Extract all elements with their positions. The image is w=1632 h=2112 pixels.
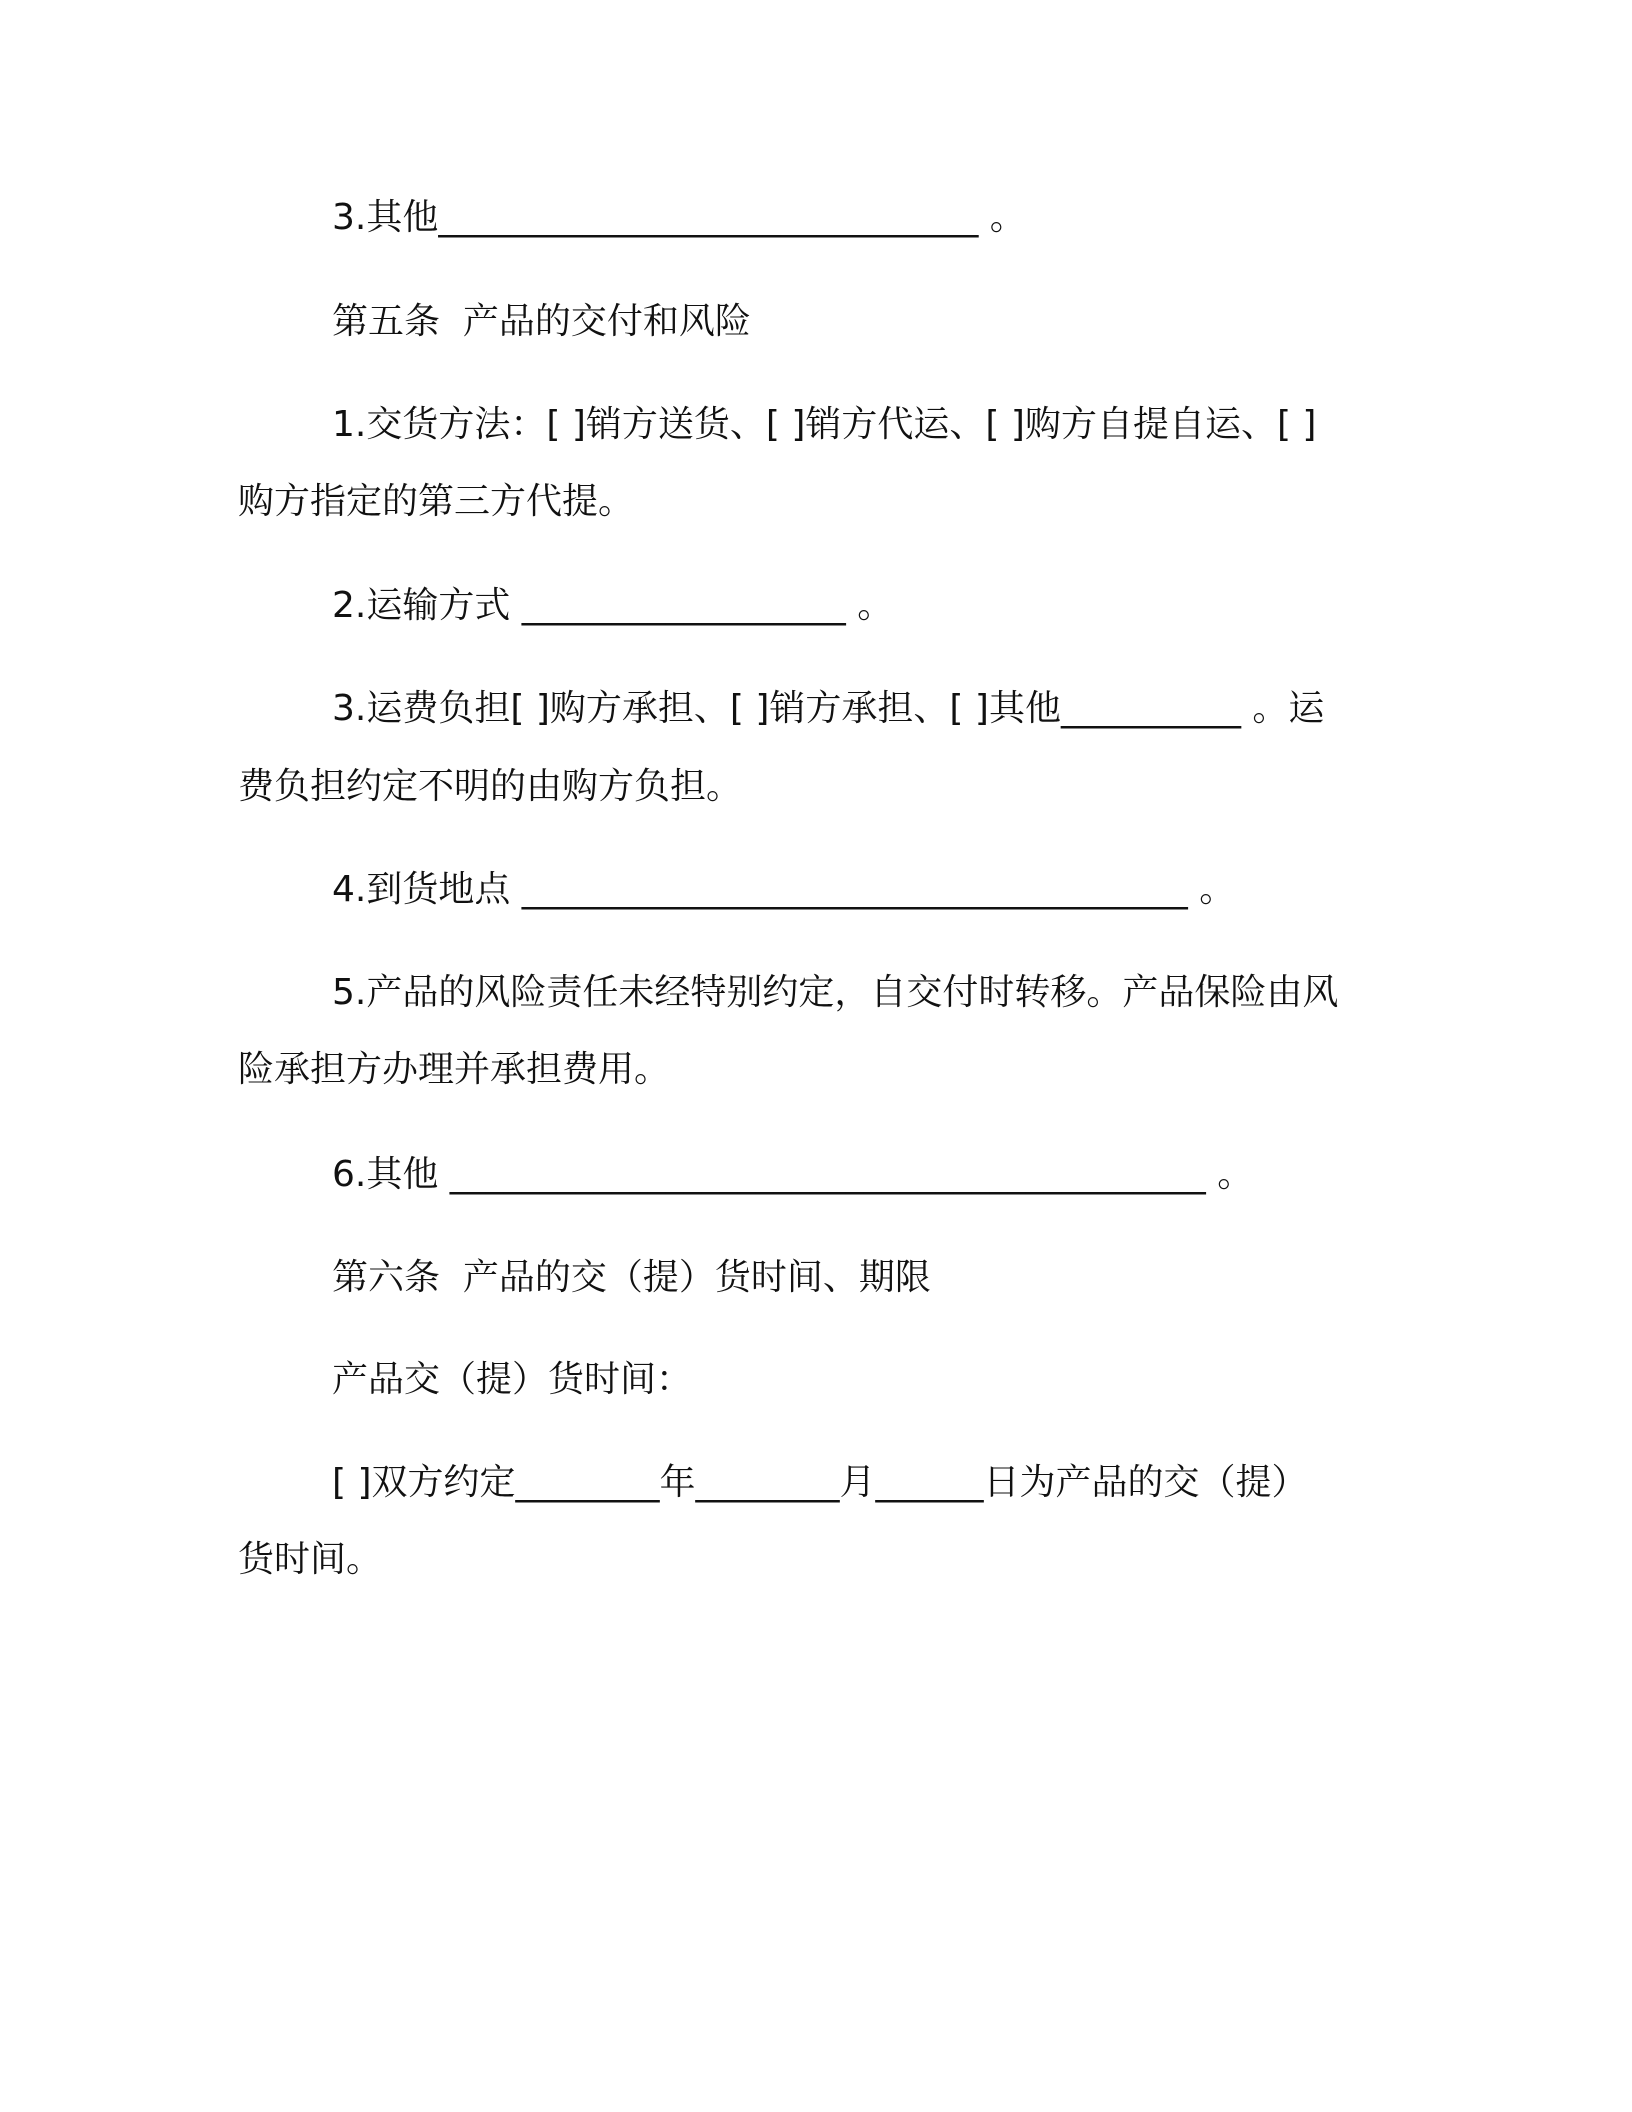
article-5-heading: 第五条 产品的交付和风险 [332, 301, 751, 342]
article-5-item-3-freight: 3.运费负担[ ]购方承担、[ ]销方承担、[ ]其他__________ 。运 [332, 688, 1325, 729]
article-6-agreed-date: [ ]双方约定________年________月______日为产品的交（提） [332, 1462, 1308, 1503]
article-5-item-1-delivery-method-cont: 购方指定的第三方代提。 [238, 481, 635, 522]
article-5-item-6-other: 6.其他 __________________________________________ 。 [332, 1154, 1254, 1195]
article-5-item-1-delivery-method: 1.交货方法：[ ]销方送货、[ ]销方代运、[ ]购方自提自运、[ ] [332, 404, 1317, 445]
article-6-agreed-date-cont: 货时间。 [238, 1539, 383, 1580]
article-5-item-4-destination: 4.到货地点 _____________________________________ 。 [332, 869, 1236, 910]
clause-4-item-3-other: 3.其他______________________________ 。 [332, 197, 1026, 238]
article-5-item-5-risk-cont: 险承担方办理并承担费用。 [238, 1049, 671, 1090]
article-6-delivery-time-label: 产品交（提）货时间： [332, 1359, 693, 1400]
article-5-item-2-transport-mode: 2.运输方式 __________________ 。 [332, 585, 894, 626]
article-5-item-3-freight-cont: 费负担约定不明的由购方负担。 [238, 766, 743, 807]
article-5-item-5-risk: 5.产品的风险责任未经特别约定，自交付时转移。产品保险由风 [332, 972, 1339, 1013]
article-6-heading: 第六条 产品的交（提）货时间、期限 [332, 1257, 931, 1298]
